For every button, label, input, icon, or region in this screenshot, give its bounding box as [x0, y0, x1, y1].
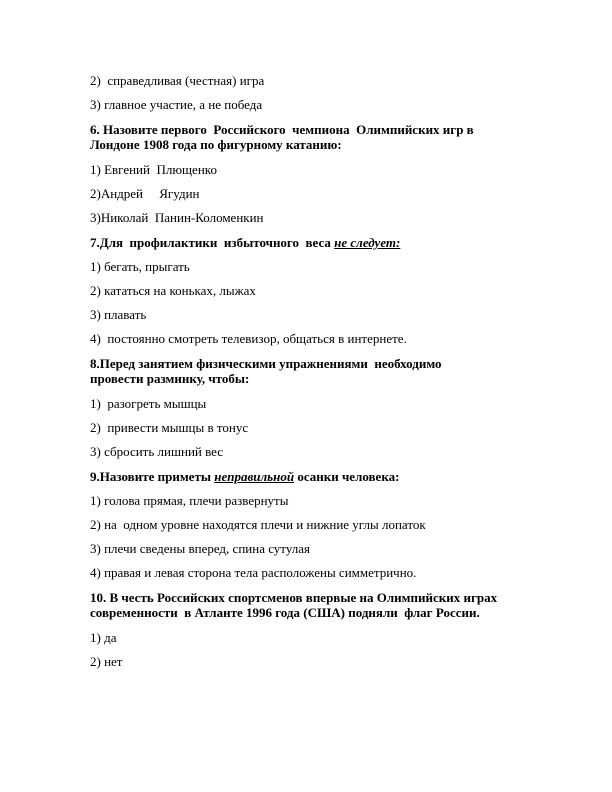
answer-option: 1) разогреть мышцы — [90, 396, 207, 411]
question-6-line-2: Лондоне 1908 года по фигурному катанию: — [90, 137, 342, 152]
answer-option: 1) Евгений Плющенко — [90, 162, 217, 177]
question-9-emphasis: неправильной — [214, 469, 295, 484]
answer-option: 4) постоянно смотреть телевизор, общаться в интернете. — [90, 331, 407, 346]
answer-option: 1) бегать, прыгать — [90, 259, 190, 274]
question-7-emphasis: не следует: — [334, 235, 401, 250]
question-9-text-end: осанки человека: — [294, 469, 400, 484]
answer-option: 2) кататься на коньках, лыжах — [90, 283, 256, 298]
answer-option: 1) голова прямая, плечи развернуты — [90, 493, 289, 508]
answer-option: 2) справедливая (честная) игра — [90, 73, 265, 88]
question-6-line-1: 6. Назовите первого Российского чемпиона Олимпийских игр в — [90, 122, 474, 137]
answer-option: 3) плавать — [90, 307, 147, 322]
question-10-line-1: 10. В честь Российских спортсменов впервые на Олимпийских играх — [90, 590, 498, 605]
question-10-line-2: современности в Атланте 1996 года (США) подняли флаг России. — [90, 605, 480, 620]
answer-option: 2) нет — [90, 654, 123, 669]
answer-option: 2) на одном уровне находятся плечи и нижние углы лопаток — [90, 517, 426, 532]
question-7 — [90, 235, 400, 250]
question-8-line-2: провести разминку, чтобы: — [90, 371, 250, 386]
answer-option: 2)Андрей Ягудин — [90, 186, 200, 201]
question-9 — [90, 469, 399, 484]
question-8-line-1: 8.Перед занятием физическими упражнениями необходимо — [90, 356, 442, 371]
answer-option: 3) главное участие, а не победа — [90, 97, 263, 112]
answer-option: 3) плечи сведены вперед, спина сутулая — [90, 541, 310, 556]
answer-option: 1) да — [90, 630, 117, 645]
answer-option: 3)Николай Панин-Коломенкин — [90, 210, 264, 225]
answer-option: 2) привести мышцы в тонус — [90, 420, 249, 435]
answer-option: 4) правая и левая сторона тела расположены симметрично. — [90, 565, 417, 580]
question-9-text: 9.Назовите приметы — [90, 469, 215, 484]
answer-option: 3) сбросить лишний вес — [90, 444, 224, 459]
question-7-text: 7.Для профилактики избыточного веса — [90, 235, 335, 250]
